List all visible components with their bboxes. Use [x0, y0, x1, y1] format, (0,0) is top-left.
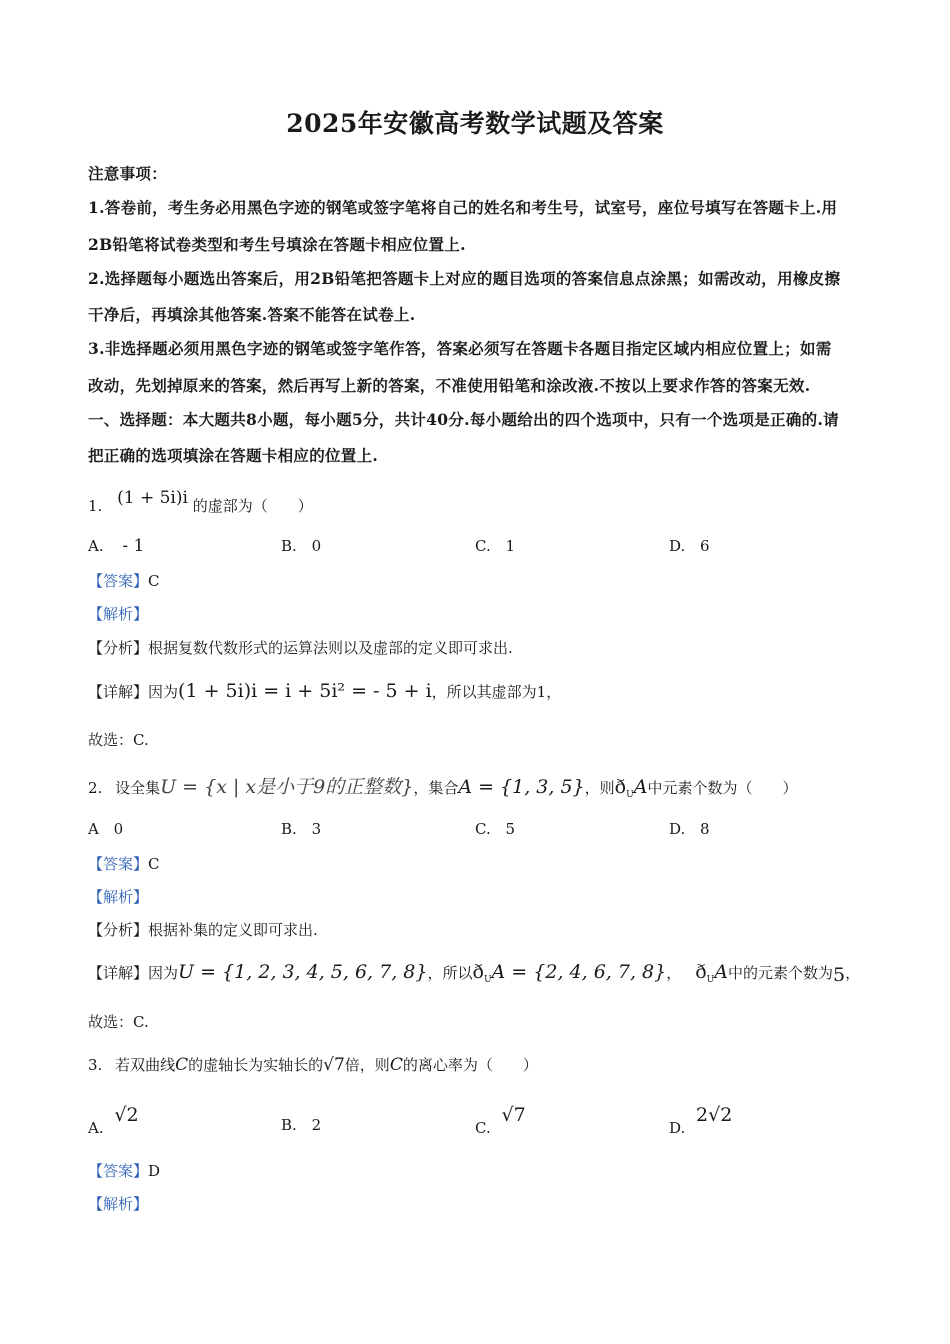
- xiangjie-line: 【详解】因为U = {1, 2, 3, 4, 5, 6, 7, 8}，所以$ð_UA = \{2$, 4, 6, 7, 8}， $ð_UA$中的元素个数为5，: [88, 961, 861, 986]
- jiexi-tag: 【解析】: [88, 605, 149, 623]
- question-2: 2. 设全集U = {x | x是小于9的正整数}，集合A = {1, 3, 5}，则$ð_UA$中元素个数为（ ）: [88, 776, 798, 800]
- question-number: 1.: [88, 497, 103, 515]
- math-expression: (1 + 5i)i: [117, 488, 188, 508]
- page-title: 2025年安徽高考数学试题及答案: [286, 109, 664, 138]
- option-d: D. 6: [669, 537, 710, 555]
- option-c: C. √7: [475, 1104, 526, 1137]
- option-b: B. 2: [281, 1116, 322, 1134]
- question-1: [88, 488, 313, 516]
- section-heading: 一、选择题：本大题共8小题，每小题5分，共计40分.每小题给出的四个选项中，只有一个选项是正确的.请: [88, 410, 839, 429]
- notice-line: 改动，先划掉原来的答案，然后再写上新的答案，不准使用铅笔和涂改液.不按以上要求作答的答案无效.: [88, 376, 811, 395]
- notice-line: 2.选择题每小题选出答案后，用2B铅笔把答题卡上对应的题目选项的答案信息点涂黑；如需改动，用橡皮擦: [88, 269, 841, 288]
- option-c: C. 5: [475, 820, 516, 838]
- option-a: A. - 1: [88, 536, 145, 556]
- notice-line: 2B铅笔将试卷类型和考生号填涂在答题卡相应位置上.: [88, 235, 466, 254]
- option-c: C. 1: [475, 537, 516, 555]
- option-a: A 0: [88, 820, 124, 838]
- notice-line: 3.非选择题必须用黑色字迹的钢笔或签字笔作答，答案必须写在答题卡各题目指定区域内相应位置上；如需: [88, 339, 832, 358]
- xiangjie-line: 【详解】因为(1 + 5i)i = i + 5i² = - 5 + i，所以其虚部为1，: [88, 680, 562, 702]
- notice-line: 干净后，再填涂其他答案.答案不能答在试卷上.: [88, 305, 416, 324]
- option-b: B. 3: [281, 820, 322, 838]
- answer-tag: 【答案】: [88, 572, 149, 590]
- option-a: A. √2: [88, 1104, 139, 1137]
- set-a: A = {1, 3, 5}: [458, 776, 585, 798]
- jiexi-tag: 【解析】: [88, 888, 149, 906]
- option-b: B. 0: [281, 537, 322, 555]
- jiexi-tag: 【解析】: [88, 1195, 149, 1213]
- fenxi-line: 【分析】根据补集的定义即可求出.: [88, 921, 318, 939]
- option-d: D. 2√2: [669, 1104, 733, 1137]
- set-u: U = {x | x是小于9的正整数}: [160, 776, 414, 798]
- notice-line: 1.答卷前，考生务必用黑色字迹的钢笔或签字笔将自己的姓名和考生号，试室号，座位号填写在答题卡上.用: [88, 198, 838, 217]
- answer-line: 【答案】C: [88, 855, 160, 873]
- math-expression: (1 + 5i)i = i + 5i² = - 5 + i: [178, 680, 432, 702]
- question-3: 3. 若双曲线C的虚轴长为实轴长的√7倍，则C的离心率为（ ）: [88, 1055, 538, 1075]
- answer-line: 【答案】D: [88, 1162, 161, 1180]
- conclusion: 故选：C.: [88, 1013, 149, 1031]
- notice-heading: 注意事项：: [88, 164, 168, 183]
- section-heading-cont: 把正确的选项填涂在答题卡相应的位置上.: [88, 446, 379, 465]
- question-text: 的虚部为（ ）: [192, 497, 313, 515]
- sqrt-seven: √7: [323, 1055, 345, 1075]
- answer-value: C: [148, 572, 160, 590]
- answer-line: [88, 570, 160, 591]
- conclusion: 故选：C.: [88, 731, 149, 749]
- option-d: D. 8: [669, 820, 710, 838]
- fenxi-line: 【分析】根据复数代数形式的运算法则以及虚部的定义即可求出.: [88, 639, 513, 657]
